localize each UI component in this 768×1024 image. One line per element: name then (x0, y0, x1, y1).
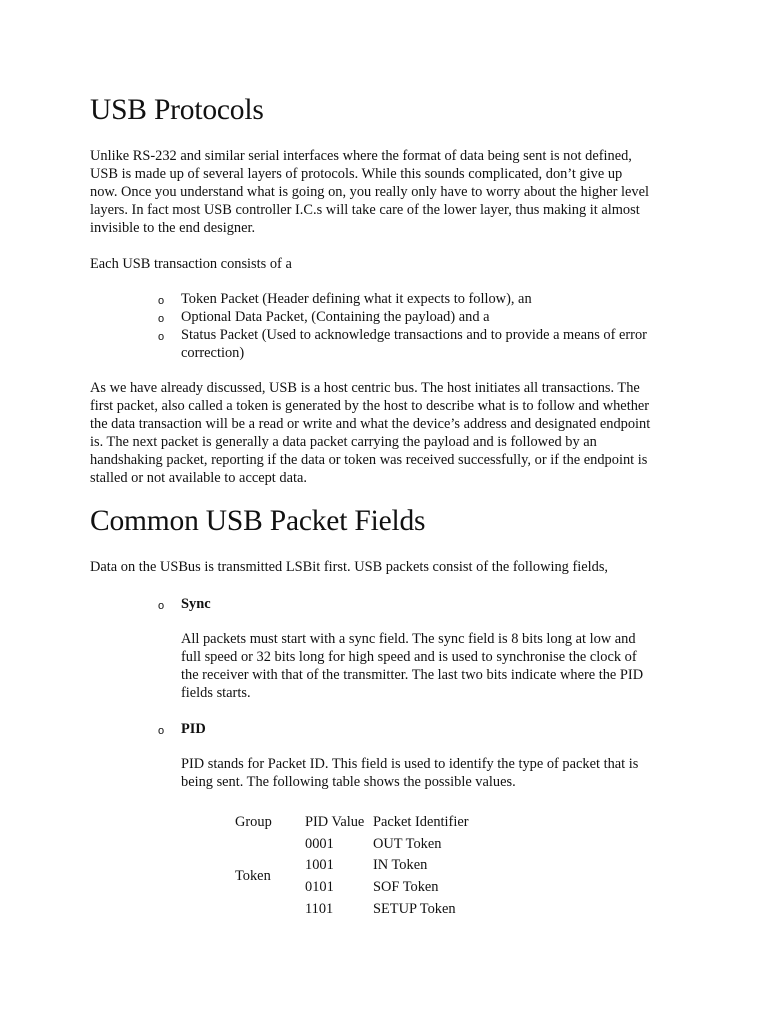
heading-common-usb-packet-fields: Common USB Packet Fields (90, 505, 426, 537)
pid-field-section (90, 721, 690, 790)
text-line: USB is made up of several layers of protocols. While this sounds complicated, don’t give up (90, 165, 623, 182)
pid-value-cell: 0001 (305, 835, 334, 852)
transaction-parts-list (90, 291, 690, 363)
bullet-marker: o (158, 312, 165, 325)
pid-field-description: PID stands for Packet ID. This field is used to identify the type of packet that is being sent. The following table shows the possible values. (181, 756, 639, 790)
bullet-marker: o (158, 295, 165, 307)
packet-fields-intro: Data on the USBus is transmitted LSBit first. USB packets consist of the following fields, (90, 559, 609, 575)
column-header-pid-value: PID Value (305, 813, 365, 830)
bullet-marker: o (158, 725, 165, 737)
table-header-row (235, 812, 493, 834)
text-line: handshaking packet, reporting if the data or token was received successfully, or if the endpoint is (90, 451, 648, 468)
sync-field-description: All packets must start with a sync field. The sync field is 8 bits long at low and full speed or 32 bits long for high speed and is used to synchronise the clock of the receiver with that of the transmitter. The last two bits indicate where the PID fields starts. (181, 631, 644, 701)
pid-value-cell: 0101 (305, 878, 334, 895)
text-line: invisible to the end designer. (90, 219, 256, 236)
bullet-marker: o (158, 330, 165, 343)
text-line: Unlike RS-232 and similar serial interfaces where the format of data being sent is not defined, (90, 148, 632, 164)
heading-usb-protocols: USB Protocols (90, 94, 264, 126)
pid-values-table (235, 812, 493, 920)
packet-identifier-cell: OUT Token (373, 835, 442, 852)
transaction-intro: Each USB transaction consists of a (90, 256, 292, 272)
sync-field-section (90, 596, 690, 701)
text-line: stalled or not available to accept data. (90, 469, 307, 486)
text-line: As we have already discussed, USB is a host centric bus. The host initiates all transactions. The (90, 380, 640, 396)
table-row (235, 834, 493, 856)
packet-identifier-cell: SOF Token (373, 878, 439, 895)
group-cell-token: Token (235, 868, 271, 885)
text-line: now. Once you understand what is going on, you really only have to worry about the higher level (90, 183, 649, 200)
text-line: first packet, also called a token is generated by the host to describe what is to follow and whether (90, 397, 650, 414)
list-item: o Optional Data Packet, (Containing the payload) and a (90, 309, 690, 327)
list-item: o Token Packet (Header defining what it expects to follow), an (90, 291, 690, 309)
packet-identifier-cell: IN Token (373, 857, 428, 874)
bullet-marker: o (158, 600, 165, 612)
list-item: o Status Packet (Used to acknowledge transactions and to provide a means of error correction) (158, 326, 647, 361)
sync-field-heading: o Sync (90, 596, 690, 614)
pid-field-heading: o PID (90, 721, 690, 739)
text-line: is. The next packet is generally a data packet carrying the payload and is followed by an (90, 433, 597, 450)
discussion-paragraph (90, 380, 690, 487)
column-header-group: Group (235, 813, 272, 830)
pid-value-cell: 1001 (305, 857, 334, 874)
intro-paragraph (90, 148, 690, 238)
text-line: layers. In fact most USB controller I.C.s will take care of the lower layer, thus making it almost (90, 201, 640, 218)
packet-identifier-cell: SETUP Token (373, 900, 456, 917)
column-header-packet-identifier: Packet Identifier (373, 813, 469, 830)
text-line: the data transaction will be a read or write and what the device’s address and designated endpoint (90, 415, 651, 432)
pid-value-cell: 1101 (305, 900, 334, 917)
